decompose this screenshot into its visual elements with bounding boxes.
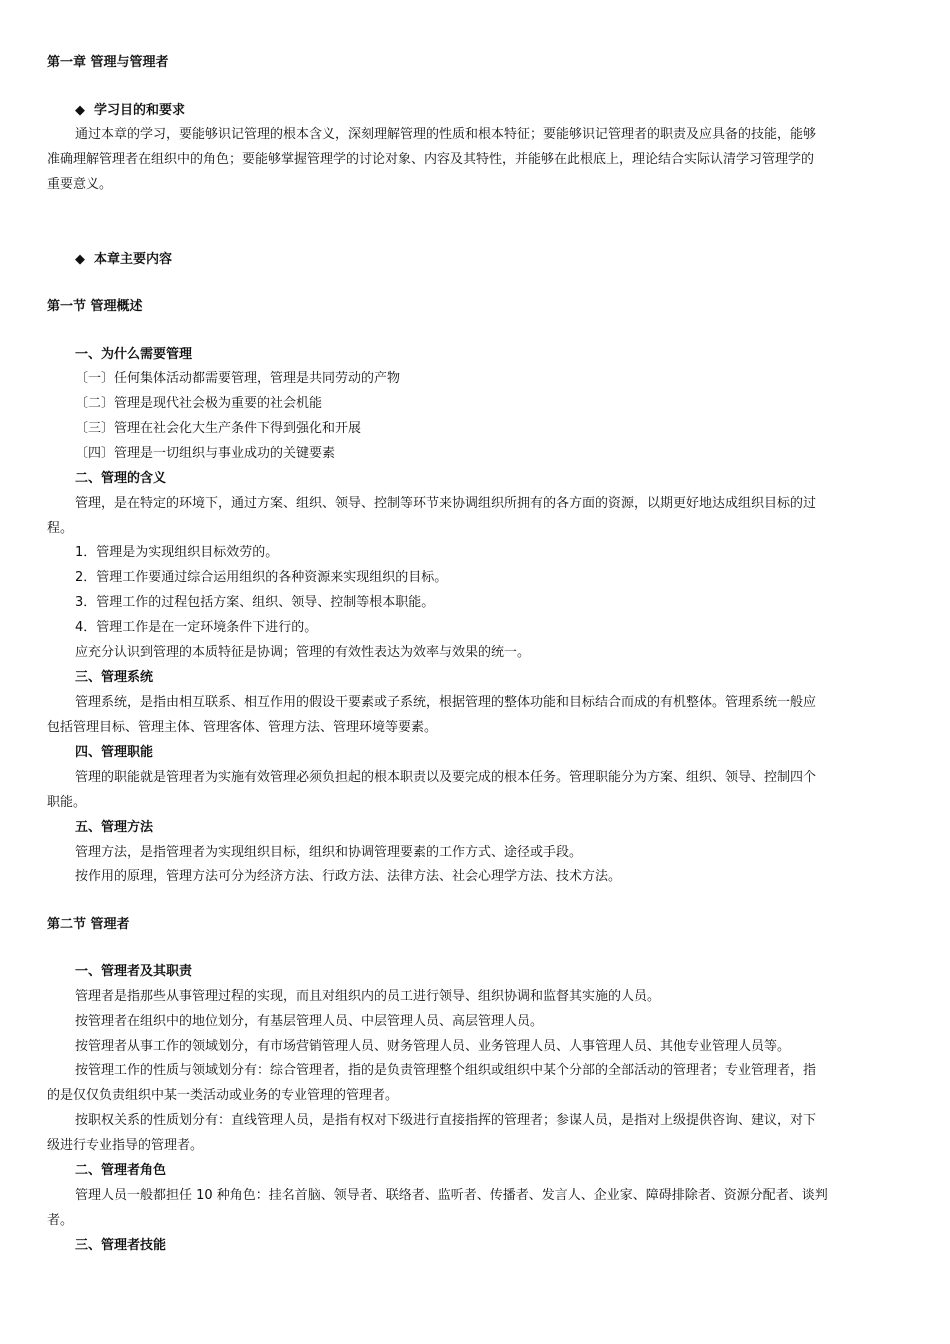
paragraph-line: 管理人员一般都担任 10 种角色：挂名首脑、领导者、联络者、监听者、传播者、发言人、企业家、障碍排除者、资源分配者、谈判 [75,1188,828,1203]
section-title: 第一节 管理概述 [47,299,143,314]
paragraph-line: 按管理者在组织中的地位划分，有基层管理人员、中层管理人员、高层管理人员。 [75,1014,544,1029]
subsection-heading: 五、管理方法 [75,820,154,835]
paragraph-line: 通过本章的学习，要能够识记管理的根本含义，深刻理解管理的性质和根本特征；要能够识记管理者的职责及应具备的技能，能够 [75,127,817,142]
paragraph-line: 按职权关系的性质划分有：直线管理人员，是指有权对下级进行直接指挥的管理者；参谋人员，是指对上级提供咨询、建议，对下 [75,1113,817,1128]
subsection-heading: 一、管理者及其职责 [75,964,193,979]
chapter-title: 第一章 管理与管理者 [47,55,169,70]
paragraph-line: 程。 [47,521,74,536]
paragraph-line: 管理，是在特定的环境下，通过方案、组织、领导、控制等环节来协调组织所拥有的各方面的资源，以期更好地达成组织目标的过 [75,496,817,511]
paragraph-line: 按作用的原理，管理方法可分为经济方法、行政方法、法律方法、社会心理学方法、技术方法。 [75,869,622,884]
paragraph-line: 重要意义。 [47,177,113,192]
diamond-bullet-icon: ◆ [75,103,85,118]
subsection-heading: 二、管理的含义 [75,471,167,486]
paragraph-line: 级进行专业指导的管理者。 [47,1138,204,1153]
list-item: 4．管理工作是在一定环境条件下进行的。 [75,620,318,635]
list-item: 〔一〕任何集体活动都需要管理，管理是共同劳动的产物 [75,371,401,386]
paragraph-line: 应充分认识到管理的本质特征是协调；管理的有效性表达为效率与效果的统一。 [75,645,531,660]
subsection-heading: 四、管理职能 [75,745,154,760]
paragraph-line: 包括管理目标、管理主体、管理客体、管理方法、管理环境等要素。 [47,720,438,735]
diamond-bullet-icon: ◆ [75,252,85,267]
list-item: 〔四〕管理是一切组织与事业成功的关键要素 [75,446,336,461]
list-item: 〔二〕管理是现代社会极为重要的社会机能 [75,396,323,411]
main-content-heading-text: 本章主要内容 [94,252,173,267]
list-item: 2．管理工作要通过综合运用组织的各种资源来实现组织的目标。 [75,570,448,585]
paragraph-line: 的是仅仅负责组织中某一类活动或业务的专业管理的管理者。 [47,1088,399,1103]
subsection-heading: 二、管理者角色 [75,1163,167,1178]
learning-heading [75,98,905,123]
paragraph-line: 管理的职能就是管理者为实施有效管理必须负担起的根本职责以及要完成的根本任务。管理职能分为方案、组织、领导、控制四个 [75,770,817,785]
list-item: 〔三〕管理在社会化大生产条件下得到强化和开展 [75,421,362,436]
list-item: 3．管理工作的过程包括方案、组织、领导、控制等根本职能。 [75,595,435,610]
subsection-heading: 三、管理者技能 [75,1238,167,1253]
paragraph-line: 管理系统，是指由相互联系、相互作用的假设干要素或子系统，根据管理的整体功能和目标结合而成的有机整体。管理系统一般应 [75,695,817,710]
paragraph-line: 按管理工作的性质与领域划分有：综合管理者，指的是负责管理整个组织或组织中某个分部的全部活动的管理者；专业管理者，指 [75,1063,817,1078]
subsection-heading: 三、管理系统 [75,670,154,685]
list-item: 1．管理是为实现组织目标效劳的。 [75,545,279,560]
paragraph-line: 按管理者从事工作的领域划分，有市场营销管理人员、财务管理人员、业务管理人员、人事管理人员、其他专业管理人员等。 [75,1039,791,1054]
paragraph-line: 管理者是指那些从事管理过程的实现，而且对组织内的员工进行领导、组织协调和监督其实施的人员。 [75,989,661,1004]
paragraph-line: 者。 [47,1213,74,1228]
subsection-heading: 一、为什么需要管理 [75,347,193,362]
paragraph-line: 准确理解管理者在组织中的角色；要能够掌握管理学的讨论对象、内容及其特性，并能够在此根底上，理论结合实际认清学习管理学的 [47,152,815,167]
main-content-heading [75,247,905,272]
section-title: 第二节 管理者 [47,917,130,932]
paragraph-line: 管理方法，是指管理者为实现组织目标，组织和协调管理要素的工作方式、途径或手段。 [75,845,583,860]
paragraph-line: 职能。 [47,795,87,810]
learning-heading-text: 学习目的和要求 [94,103,186,118]
